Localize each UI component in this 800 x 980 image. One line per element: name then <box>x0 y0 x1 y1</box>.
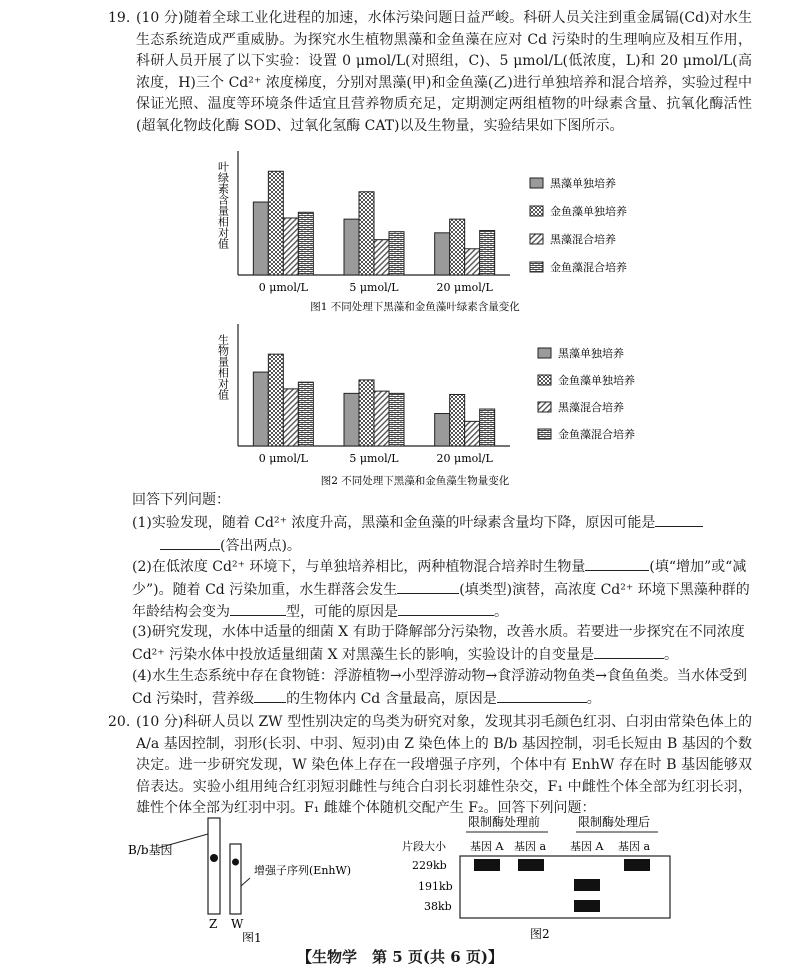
bar-4-1 <box>298 382 313 446</box>
lane2-header: 基因 a <box>514 840 547 853</box>
figure2-chart <box>205 318 665 490</box>
q20-figure2-gel <box>400 812 680 944</box>
answer-blank[interactable] <box>585 556 649 571</box>
legend-label: 金鱼藻混合培养 <box>550 261 627 274</box>
q19-sub1 <box>132 512 752 557</box>
q19-sub4 <box>132 666 752 710</box>
legend-label: 黑藻混合培养 <box>550 233 616 246</box>
bar-2-3 <box>450 394 465 446</box>
bar-4-2 <box>389 232 404 275</box>
lane4-header: 基因 a <box>618 840 651 853</box>
legend-label: 黑藻混合培养 <box>558 401 624 414</box>
w-label: W <box>231 917 244 931</box>
z-centromere <box>210 854 218 862</box>
chart-title: 图2 不同处理下黑藻和金鱼藻生物量变化 <box>320 475 510 487</box>
chart-title: 图1 不同处理下黑藻和金鱼藻叶绿素含量变化 <box>310 301 520 313</box>
answer-blank[interactable] <box>397 579 459 594</box>
q19-sub2-b: (填“增加”或“减少”)。随着 Cd 污染加重，水生群落会发生 <box>132 559 747 598</box>
q19-sub4-b: 的生物体内 Cd 含量最高，原因是 <box>286 690 497 707</box>
band-geneA-229 <box>474 859 500 871</box>
bar-1-3 <box>435 414 450 446</box>
legend-swatch <box>538 402 551 412</box>
bar-1-2 <box>344 219 359 275</box>
band-geneA-38 <box>574 900 600 912</box>
q19-sub3-a: (3)研究发现，水体中适量的细菌 X 有助于降解部分污染物，改善水质。若要进一步探究在不同浓度 Cd²⁺ 污染水体中投放适量细菌 X 对黑藻生长的影响，实验设计的自变量是 <box>132 624 745 663</box>
legend-swatch <box>530 206 543 216</box>
bar-1-1 <box>253 202 268 275</box>
bar-3-1 <box>283 389 298 446</box>
answer-blank[interactable] <box>254 688 286 703</box>
size-191: 191kb <box>418 880 453 893</box>
z-chromosome <box>208 818 220 914</box>
q19-sub4-c: 。 <box>586 690 601 707</box>
q19-sub1-end: (答出两点)。 <box>220 537 301 554</box>
bar-3-3 <box>465 421 480 446</box>
x-tick-label: 20 μmol/L <box>436 452 493 465</box>
legend-label: 金鱼藻混合培养 <box>558 428 635 441</box>
x-tick-label: 20 μmol/L <box>436 281 493 294</box>
answer-blank[interactable] <box>655 512 703 527</box>
bar-4-3 <box>480 231 495 275</box>
bar-3-2 <box>374 391 389 446</box>
lane3-header: 基因 A <box>570 840 604 853</box>
gene-label: B/b基因 <box>128 843 173 857</box>
bar-2-2 <box>359 192 374 275</box>
legend-label: 黑藻单独培养 <box>558 347 624 360</box>
legend-label: 黑藻单独培养 <box>550 177 616 190</box>
before-header: 限制酶处理前 <box>468 815 541 829</box>
bar-3-3 <box>465 249 480 275</box>
q20-number: 20. <box>108 714 131 730</box>
bar-2-3 <box>450 219 465 275</box>
bar-1-3 <box>435 233 450 275</box>
legend-swatch <box>538 375 551 385</box>
answer-blank[interactable] <box>594 644 664 659</box>
q19-sub2-c: (填类型)演替，高浓度 Cd²⁺ 环境下黑藻种群的年龄结构会变为 <box>132 581 750 620</box>
q20-figure1 <box>120 812 360 942</box>
figure1-chart <box>205 145 665 325</box>
z-label: Z <box>209 917 218 931</box>
bar-4-3 <box>480 409 495 446</box>
q20-stem: (10 分)科研人员以 ZW 型性别决定的鸟类为研究对象，发现其羽毛颜色红羽、白羽由常染色体上的 A/a 基因控制，羽形(长羽、中羽、短羽)由 Z 染色体上的 B/b 基因控制，羽毛长短由 B 基因的个数决定。进一步研究发现，W 染色体上存在一段增强子序列，个体中有 EnhW 存在时 B 基因能够双倍表达。实验小组用纯合红羽短羽雌性与纯合白羽长羽雄性杂交，F₁ 中雌性个体全部为红羽长羽，雄性个体全部为红羽中羽。F₁ 雌雄个体随机交配产生 F₂。回答下列问题： <box>136 714 752 816</box>
q19-sub2-a: (2)在低浓度 Cd²⁺ 环境下，与单独培养相比，两种植物混合培养时生物量 <box>132 559 586 575</box>
bar-3-1 <box>283 218 298 275</box>
bar-1-2 <box>344 393 359 446</box>
size-229: 229kb <box>412 859 447 872</box>
size-header: 片段大小 <box>402 840 446 853</box>
page-footer: 【生物学 第 5 页(共 6 页)】 <box>297 948 503 966</box>
answer-blank[interactable] <box>398 601 494 616</box>
enhancer-label: 增强子序列(EnhW) <box>254 864 352 877</box>
legend-swatch <box>538 429 551 439</box>
q19-number: 19. <box>108 10 131 26</box>
x-tick-label: 5 μmol/L <box>349 281 399 294</box>
legend-swatch <box>530 234 543 244</box>
w-centromere <box>232 859 239 866</box>
band-genea-after-229 <box>624 859 650 871</box>
bar-4-2 <box>389 393 404 446</box>
q19-sub2-e: 。 <box>494 604 508 620</box>
q19-sub2-d: 型，可能的原因是 <box>286 604 398 620</box>
band-geneA-191 <box>574 879 600 891</box>
legend-swatch <box>530 262 543 272</box>
x-tick-label: 5 μmol/L <box>349 452 399 465</box>
legend-label: 金鱼藻单独培养 <box>550 205 627 218</box>
answer-intro: 回答下列问题： <box>132 492 230 508</box>
after-header: 限制酶处理后 <box>578 815 651 829</box>
legend-swatch <box>538 348 551 358</box>
figure2-caption: 图2 <box>530 927 550 941</box>
answer-blank[interactable] <box>497 688 587 703</box>
q19-sub1-text: (1)实验发现，随着 Cd²⁺ 浓度升高，黑藻和金鱼藻的叶绿素含量均下降，原因可能是 <box>132 515 656 531</box>
bar-2-1 <box>268 171 283 275</box>
bar-2-1 <box>268 354 283 446</box>
w-chromosome <box>230 844 241 914</box>
bar-1-1 <box>253 372 268 446</box>
legend-label: 金鱼藻单独培养 <box>558 374 635 387</box>
bar-3-2 <box>374 240 389 275</box>
x-tick-label: 0 μmol/L <box>258 452 308 465</box>
y-axis-label: 生物量相对值 <box>216 334 230 400</box>
q19-sub3 <box>132 622 752 666</box>
lane1-header: 基因 A <box>470 840 504 853</box>
q19-stem: (10 分)随着全球工业化进程的加速，水体污染问题日益严峻。科研人员关注到重金属镉(Cd)对水生生态系统造成严重威胁。为探究水生植物黑藻和金鱼藻在应对 Cd 污染时的生理响应及相互作用，科研人员开展了以下实验：设置 0 μmol/L(对照组，C)、5 μmol/L(低浓度，L)和 20 μmol/L(高浓度，H)三个 Cd²⁺ 浓度梯度，分别对黑藻(甲)和金鱼藻(乙)进行单独培养和混合培养，实验过程中保证光照、温度等环境条件适宜且营养物质充足，定期测定两组植物的叶绿素含量、抗氧化酶活性(超氧化物歧化酶 SOD、过氧化氢酶 CAT)以及生物量，实验结果如下图所示。 <box>136 10 752 134</box>
enhancer-pointer-line <box>241 878 250 886</box>
q19-sub4-a: (4)水生生态系统中存在食物链：浮游植物→小型浮游动物→食浮游动物鱼类→食鱼鱼类。当水体受到 Cd 污染时，营养级 <box>132 668 748 707</box>
legend-swatch <box>530 178 543 188</box>
band-genea-229 <box>518 859 544 871</box>
y-axis-label: 叶绿素含量相对值 <box>216 161 230 249</box>
bar-2-2 <box>359 380 374 446</box>
q19-sub3-b: 。 <box>664 646 678 663</box>
bar-4-1 <box>298 212 313 275</box>
answer-blank[interactable] <box>160 535 220 550</box>
x-tick-label: 0 μmol/L <box>258 281 308 294</box>
q19-sub2 <box>132 556 752 624</box>
size-38: 38kb <box>424 900 452 913</box>
figure1-caption: 图1 <box>242 931 262 942</box>
answer-blank[interactable] <box>230 601 286 616</box>
